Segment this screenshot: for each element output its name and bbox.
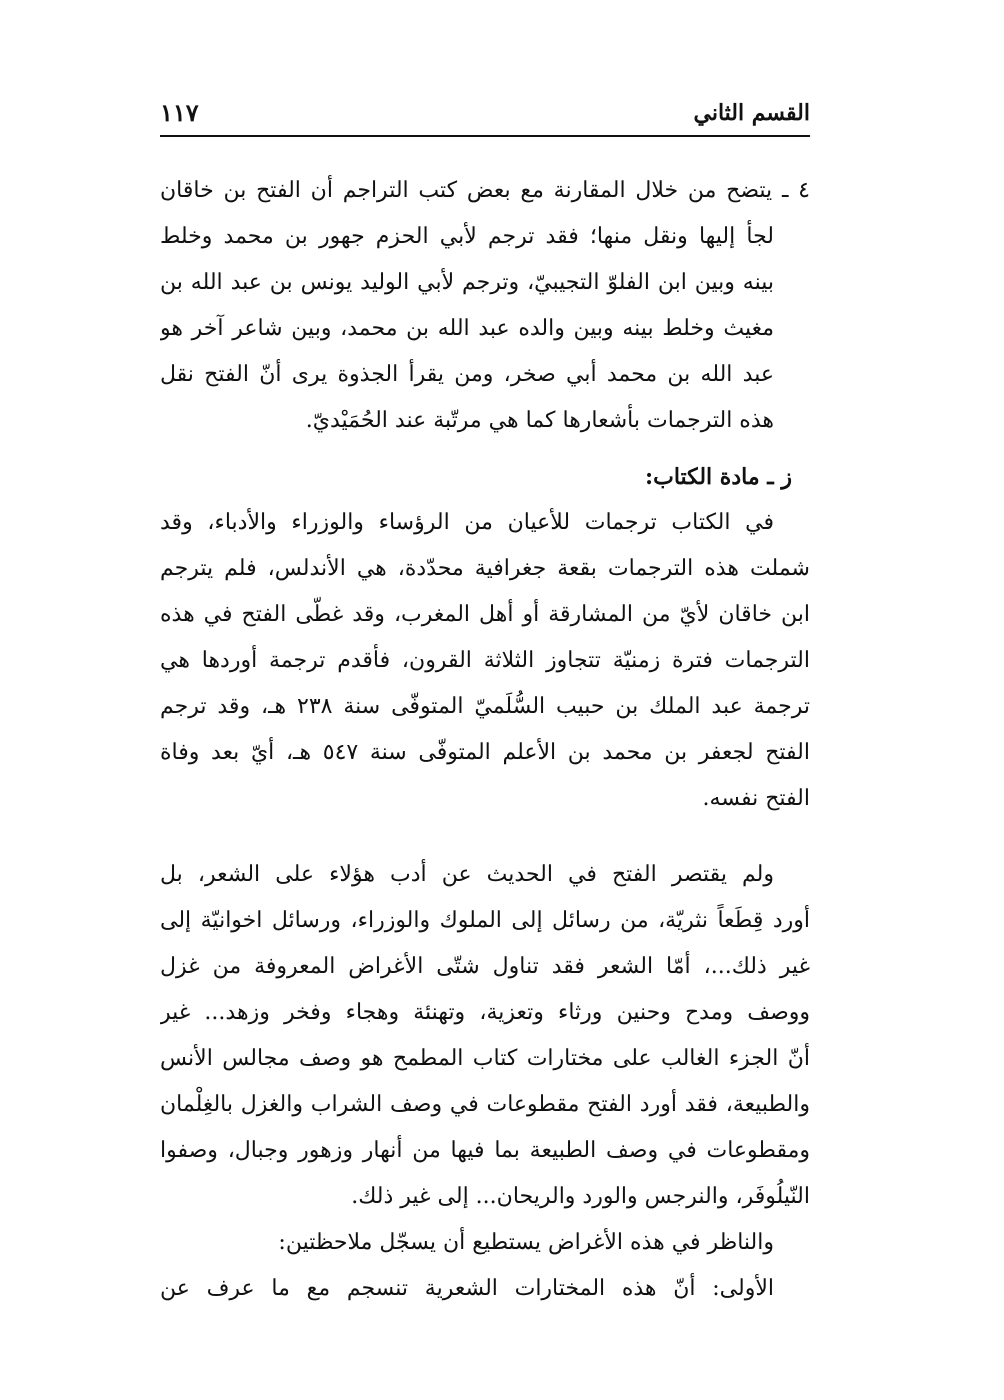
text-line: الفتح لجعفر بن محمد بن الأعلم المتوفّى سنة ٥٤٧ هـ، أيّ بعد وفاة	[160, 740, 810, 765]
item-4-paragraph	[160, 168, 810, 444]
text-line: مغيث وخلط بينه وبين والده عبد الله بن محمد، وبين شاعر آخر هو	[160, 316, 774, 341]
text-line: هذه الترجمات بأشعارها كما هي مرتّبة عند الحُمَيْديّ.	[305, 408, 774, 433]
text-line: عبد الله بن محمد أبي صخر، ومن يقرأ الجذوة يرى أنّ الفتح نقل	[160, 362, 774, 387]
text-line: الترجمات فترة زمنيّة تتجاوز الثلاثة القرون، فأقدم ترجمة أوردها هي	[160, 648, 810, 673]
text-line: بينه وبين ابن الفلوّ التجيبيّ، وترجم لأبي الوليد يونس بن عبد الله بن	[160, 270, 774, 295]
paragraph-observer	[160, 1220, 810, 1266]
text-line: شملت هذه الترجمات بقعة جغرافية محدّدة، هي الأندلس، فلم يترجم	[160, 556, 810, 581]
page-body	[160, 168, 810, 1312]
text-line: ولم يقتصر الفتح في الحديث عن أدب هؤلاء على الشعر، بل	[160, 862, 774, 887]
text-line: ووصف ومدح وحنين ورثاء وتعزية، وتهنئة وهجاء وفخر وزهد... غير	[160, 1000, 810, 1025]
page-number: ١١٧	[160, 98, 199, 127]
paragraph-scope	[160, 500, 810, 822]
text-line: في الكتاب ترجمات للأعيان من الرؤساء والوزراء والأدباء، وقد	[160, 510, 774, 535]
text-line: أورد قِطَعاً نثريّة، من رسائل إلى الملوك والوزراء، ورسائل اخوانيّة إلى	[160, 908, 810, 933]
text-line: النّيلُوفَر، والنرجس والورد والريحان... إلى غير ذلك.	[351, 1184, 810, 1209]
header-divider	[160, 135, 810, 137]
section-heading: ز ـ مادة الكتاب:	[645, 464, 792, 490]
text-line: لجأ إليها ونقل منها؛ فقد ترجم لأبي الحزم جهور بن محمد وخلط	[160, 224, 774, 249]
text-line: والناظر في هذه الأغراض يستطيع أن يسجّل ملاحظتين:	[278, 1230, 774, 1255]
text-line: غير ذلك...، أمّا الشعر فقد تناول شتّى الأغراض المعروفة من غزل	[160, 954, 810, 979]
text-line: ٤ ـ يتضح من خلال المقارنة مع بعض كتب التراجم أن الفتح بن خاقان	[160, 178, 810, 203]
section-title: القسم الثاني	[693, 100, 810, 126]
text-line: ابن خاقان لأيّ من المشارقة أو أهل المغرب، وقد غطّى الفتح في هذه	[160, 602, 810, 627]
text-line: والطبيعة، فقد أورد الفتح مقطوعات في وصف الشراب والغزل بالغِلْمان	[160, 1092, 810, 1117]
text-line: ترجمة عبد الملك بن حبيب السُّلَميّ المتوفّى سنة ٢٣٨ هـ، وقد ترجم	[160, 694, 810, 719]
text-line: الأولى: أنّ هذه المختارات الشعرية تنسجم مع ما عرف عن	[160, 1276, 774, 1301]
text-line: أنّ الجزء الغالب على مختارات كتاب المطمح هو وصف مجالس الأنس	[160, 1046, 810, 1071]
paragraph-genres	[160, 852, 810, 1220]
text-line: الفتح نفسه.	[702, 786, 810, 811]
paragraph-first-note	[160, 1266, 810, 1312]
text-line: ومقطوعات في وصف الطبيعة بما فيها من أنهار وزهور وجبال، وصفوا	[160, 1138, 810, 1163]
page-header	[160, 96, 810, 130]
